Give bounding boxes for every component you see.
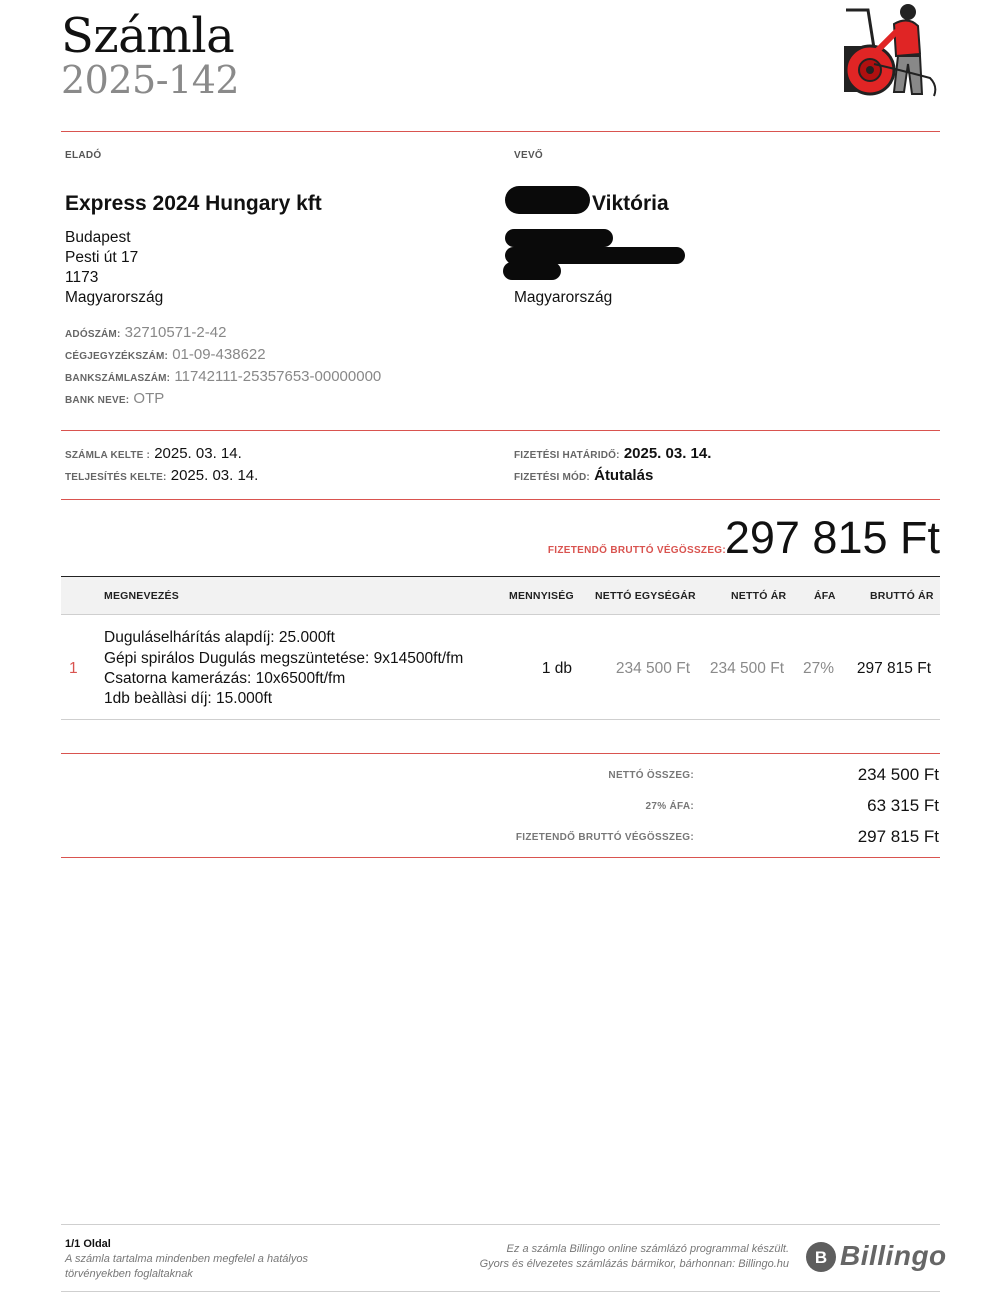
due-date-label: FIZETÉSI HATÁRIDŐ: (514, 450, 620, 461)
col-gross-header: BRUTTÓ ÁR (870, 590, 934, 602)
item-description-line: Gépi spirálos Dugulás megszüntetése: 9x14500ft/fm (104, 650, 464, 667)
item-unit-net: 234 500 Ft (615, 660, 690, 677)
seller-city: Budapest (65, 229, 131, 246)
footer-top-divider (61, 1224, 940, 1225)
net-total-label: NETTÓ ÖSSZEG: (608, 770, 694, 781)
due-date: 2025. 03. 14. (623, 445, 712, 462)
col-vat-header: ÁFA (814, 590, 836, 602)
buyer-country: Magyarország (514, 289, 613, 306)
svg-text:B: B (814, 1248, 828, 1267)
seller-bank-name-row (65, 390, 164, 407)
seller-reg-number: 01-09-438622 (172, 346, 266, 363)
billingo-brand[interactable]: Billingo (840, 1240, 947, 1271)
fulfillment-date-label: TELJESÍTÉS KELTE: (65, 472, 167, 483)
seller-bank-account-label: BANKSZÁMLASZÁM: (65, 373, 171, 384)
dates-divider (61, 499, 940, 500)
legal-notice: A számla tartalma mindenben megfelel a hatályos törvényekben foglaltaknak (65, 1253, 308, 1280)
col-description-header: MEGNEVEZÉS (104, 590, 179, 602)
item-gross: 297 815 Ft (856, 660, 931, 677)
redaction-mark (503, 262, 561, 280)
issue-date: 2025. 03. 14. (154, 445, 242, 462)
buyer-name: Viktória (592, 192, 669, 215)
table-header-divider (61, 614, 940, 615)
seller-reg-label: CÉGJEGYZÉKSZÁM: (65, 351, 169, 362)
col-quantity-header: MENNYISÉG (509, 590, 574, 602)
item-quantity: 1 db (541, 660, 572, 677)
summary-bottom-divider (61, 857, 940, 858)
footer-bottom-divider (61, 1291, 940, 1292)
grand-total-amount: 297 815 Ft (724, 512, 940, 563)
header-divider (61, 131, 940, 132)
fulfillment-date: 2025. 03. 14. (170, 467, 259, 484)
gross-total-label: FIZETENDŐ BRUTTÓ VÉGÖSSZEG: (515, 832, 694, 843)
payment-method-row (514, 467, 653, 484)
seller-tax-row (65, 324, 226, 341)
table-bottom-border (61, 719, 940, 720)
seller-bank-account: 11742111-25357653-00000000 (174, 368, 382, 385)
seller-bank-account-row (65, 368, 381, 385)
seller-tax-number: 32710571-2-42 (124, 324, 227, 341)
made-with-note (480, 1242, 789, 1272)
invoice-number: 2025-142 (61, 58, 240, 102)
issue-date-row (65, 445, 242, 462)
net-total-value: 234 500 Ft (857, 765, 939, 784)
item-net: 234 500 Ft (709, 660, 784, 677)
redaction-mark (505, 186, 590, 214)
grand-total-label: FIZETENDŐ BRUTTÓ VÉGÖSSZEG: (547, 545, 726, 556)
payment-method-label: FIZETÉSI MÓD: (514, 472, 590, 483)
page-indicator: 1/1 Oldal (65, 1238, 111, 1250)
vat-total-label: 27% ÁFA: (645, 801, 694, 812)
buyer-label: VEVŐ (514, 150, 543, 161)
redaction-mark (505, 229, 613, 247)
payment-method: Átutalás (594, 467, 654, 484)
seller-reg-row (65, 346, 266, 363)
fulfillment-date-row (65, 467, 258, 484)
seller-country: Magyarország (65, 289, 164, 306)
made-with-line: Ez a számla Billingo online számlázó programmal készült. (506, 1243, 789, 1255)
due-date-row (514, 445, 711, 462)
table-header (61, 577, 940, 615)
col-net-header: NETTÓ ÁR (731, 590, 787, 602)
issue-date-label: SZÁMLA KELTE : (65, 450, 151, 461)
seller-tax-label: ADÓSZÁM: (65, 329, 121, 340)
item-vat: 27% (802, 660, 834, 677)
seller-name: Express 2024 Hungary kft (65, 192, 322, 215)
plumber-logo-icon (838, 2, 942, 100)
seller-bank-name-label: BANK NEVE: (65, 395, 130, 406)
gross-total-value: 297 815 Ft (857, 827, 939, 846)
col-unit-net-header: NETTÓ EGYSÉGÁR (595, 590, 696, 602)
seller-bank-name: OTP (133, 390, 165, 407)
summary-top-divider (61, 753, 940, 754)
row-index: 1 (69, 660, 78, 677)
item-description-line: Duguláselhárítás alapdíj: 25.000ft (104, 629, 335, 646)
item-description-line: Csatorna kamerázás: 10x6500ft/fm (104, 670, 346, 687)
page-title: Számla (61, 8, 235, 64)
item-description-line: 1db beàllàsi díj: 15.000ft (104, 690, 273, 707)
vat-total-value: 63 315 Ft (867, 796, 939, 815)
party-divider (61, 430, 940, 431)
made-with-line: Gyors és élvezetes számlázás bármikor, bárhonnan: Billingo.hu (479, 1258, 789, 1270)
seller-zip: 1173 (65, 269, 99, 286)
seller-street: Pesti út 17 (65, 249, 139, 266)
billingo-b-icon (806, 1242, 836, 1272)
seller-label: ELADÓ (65, 150, 102, 161)
